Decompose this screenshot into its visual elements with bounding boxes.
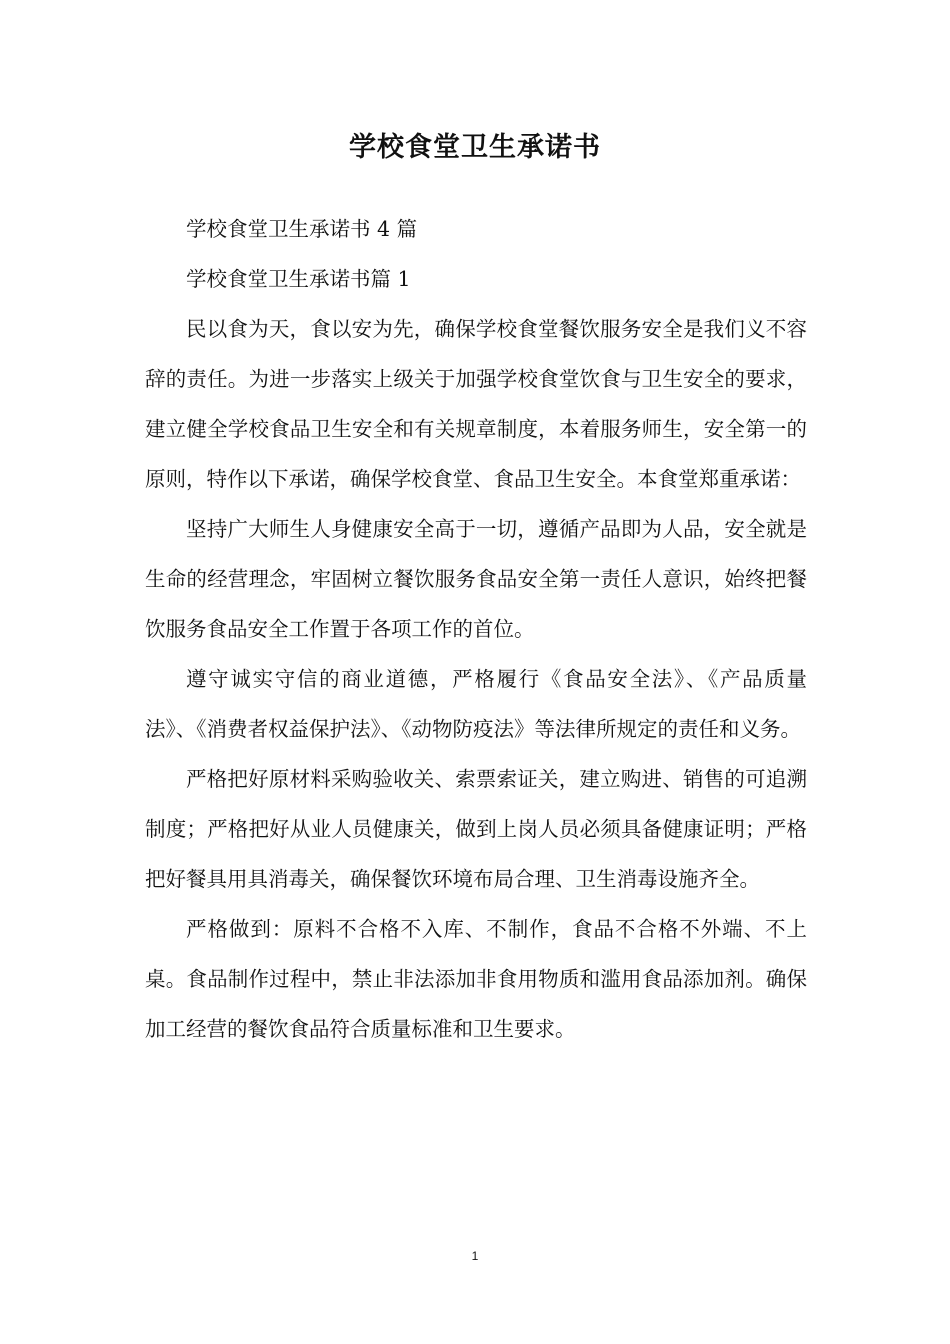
paragraph-commitment-1: 坚持广大师生人身健康安全高于一切，遵循产品即为人品，安全就是生命的经营理念，牢固树立餐饮服务食品安全第一责任人意识，始终把餐饮服务食品安全工作置于各项工作的首位。 (145, 517, 807, 641)
page-number: 1 (471, 1249, 479, 1263)
section-heading: 学校食堂卫生承诺书篇 1 (186, 267, 411, 291)
paragraph-commitment-3: 严格把好原材料采购验收关、索票索证关，建立购进、销售的可追溯制度；严格把好从业人员健康关，做到上岗人员必须具备健康证明；严格把好餐具用具消毒关，确保餐饮环境布局合理、卫生消毒设施齐全。 (145, 767, 807, 891)
document-title: 学校食堂卫生承诺书 (349, 132, 601, 163)
paragraph-intro: 民以食为天，食以安为先，确保学校食堂餐饮服务安全是我们义不容辞的责任。为进一步落实上级关于加强学校食堂饮食与卫生安全的要求，建立健全学校食品卫生安全和有关规章制度，本着服务师生，安全第一的原则，特作以下承诺，确保学校食堂、食品卫生安全。本食堂郑重承诺： (145, 317, 807, 491)
subtitle-line: 学校食堂卫生承诺书 4 篇 (186, 217, 418, 241)
paragraph-commitment-2: 遵守诚实守信的商业道德，严格履行《食品安全法》、《产品质量法》、《消费者权益保护法》、《动物防疫法》等法律所规定的责任和义务。 (145, 667, 807, 741)
paragraph-commitment-4: 严格做到：原料不合格不入库、不制作，食品不合格不外端、不上桌。食品制作过程中，禁止非法添加非食用物质和滥用食品添加剂。确保加工经营的餐饮食品符合质量标准和卫生要求。 (145, 917, 807, 1041)
document-body (145, 204, 807, 1054)
